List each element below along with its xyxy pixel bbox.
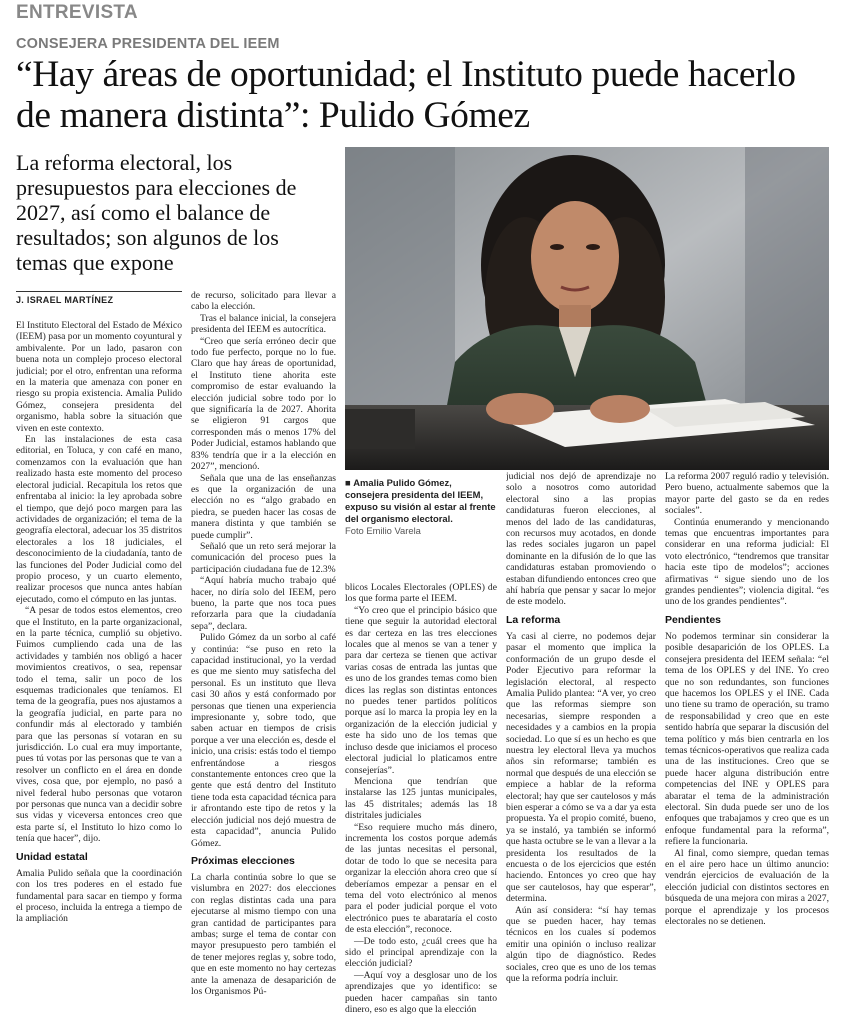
kicker: CONSEJERA PRESIDENTA DEL IEEM: [16, 36, 280, 52]
paragraph: Ya casi al cierre, no podemos dejar pasar el momento que implica la conformación de un grupo desde el Poder Ejecutivo para reformar la legislación electoral, al respecto Amalia Pulido plantea: “A ver, yo creo que las reformas siempre son necesarias, siempre responden a necesidades y a cambios en la propia sociedad. Lo que sí es un hecho es que nuestra ley electoral lleva ya muchos años sin reformarse; también es normal que después de una elección se empiece a hablar de la reforma electoral; hay que ser cautelosos y más bien esperar a cómo se va a dar ya esta propuesta. Ya el propio comité, bueno, ya se instaló, ya también se informó que hasta octubre se le van a llevar a la presidenta los resultados de la encuesta o de los ejercicios que estén haciendo. Entonces yo creo que hay que ser cautelosos, hay que esperar”, determina.: [506, 630, 656, 905]
article-column-1: [16, 320, 182, 1020]
paragraph: “Creo que sería erróneo decir que todo fue perfecto, porque no lo fue. Claro que hay áreas de oportunidad, el Instituto tiene ahorita este compromiso de estar evaluando la elección judicial sobre todo por lo que significaría la de 2027. Ahorita se eligieron 91 cargos que corresponden más o menos 17% del Poder Judicial, estamos hablando que 83% tendría que ir a la elección en 2027”, mencionó.: [191, 335, 336, 473]
caption-name: Amalia Pulido Gómez,: [353, 477, 452, 488]
paragraph: Aún así considera: “sí hay temas que se pueden hacer, hay temas técnicos en los cuales sí podemos emitir una opinión o incluso realizar algún tipo de diagnóstico. Redes sociales, creo que es uno de los temas que la reforma podría incluir.: [506, 904, 656, 985]
paragraph: “A pesar de todos estos elementos, creo que el Instituto, en la parte organizacional, en la parte técnica, cumplió su objetivo. Fuimos cumpliendo cada una de las actividades y también nos obligó a hacer movimientos creativos, o sea, repensar todo el tema, salir un poco de los esquemas tradicionales que teníamos. El tema de la geografía, pues nos ajustamos a la geografía judicial, en parte para no confundir más al electorado y también para que las personas sí votaran en su jurisdicción. Lo cual era muy importante, pues tú votas por las personas que te van a resolver un conflicto en el área en donde vives, cosa que, por ejemplo, no pasó a nivel federal hubo personas que votaron por personas que nunca van a decidir sobre sus vidas y viceversa entonces creo que esta parte sí, el Instituto lo hizo como lo tenía que hacer”, dijo.: [16, 605, 182, 845]
paragraph: Pulido Gómez da un sorbo al café y continúa: “se puso en reto la capacidad institucional, yo la verdad es que me siento muy satisfecha del personal. Es un instituto que lleva casi 30 años y está conformado por personas que tienen una experiencia impresionante y, sobre todo, que saben actuar en tiempos de crisis porque a ver una elección es, desde el inicio, una crisis: estás todo el tiempo enfrentándose a riesgos constantemente entonces creo que la gente que está dentro del Instituto tiene toda esta capacidad técnica para ir afrontando este tipo de retos y la elección judicial nos dejó muestra de esta capacidad”, anuncia Pulido Gómez.: [191, 632, 336, 849]
photo-credit: Foto Emilio Varela: [345, 525, 421, 536]
paragraph: No podemos terminar sin considerar la posible desaparición de los OPLES. La consejera presidenta del IEEM señala: “el tema de los OPLES y del INE. Yo creo que no son redundantes, son funciones que hacemos los OPLES y el INE. Cada uno tiene su tramo de operación, su tramo de responsabilidad y creo que en este sentido habría que separar la discusión del tema político y más bien centrarla en los temas técnicos-operativos que realiza cada una de las instituciones. Creo que se puede hacer alguna distribución entre competencias del INE y OPLES para abaratar el tema de la administración electoral. Sin duda puede ser uno de los enfoques que trabajamos y creo que es un enfoque fundamental para la reforma”, refiere la funcionaria.: [665, 630, 829, 848]
subhead-proximas-elecciones: Próximas elecciones: [191, 854, 295, 867]
section-label: ENTREVISTA: [16, 2, 138, 23]
subhead-unidad-estatal: Unidad estatal: [16, 850, 88, 863]
interview-photo: [345, 147, 829, 470]
paragraph: La charla continúa sobre lo que se vislumbra en 2027: dos elecciones con reglas distintas cada una para ejecutarse al mismo tiempo con una gran cantidad de participantes para ambas; surge el tema de contar con mayor presupuesto pero también el de tener mejores reglas y, sobre todo, que en este momento no hay certezas ante la amenaza de desaparición de los Organismos Pú-: [191, 871, 336, 997]
paragraph: —Aquí voy a desglosar uno de los aprendizajes que yo identifico: se pueden hacer campañas sin tanto dinero, eso es algo que la elección: [345, 969, 497, 1016]
paragraph: “Aquí habría mucho trabajo qué hacer, no diría solo del IEEM, pero bueno, la parte que nos toca pues reforzarla para que la ciudadanía sepa”, declara.: [191, 575, 336, 632]
paragraph: En las instalaciones de esta casa editorial, en Toluca, y con café en mano, comenzamos con la evaluación que han realizado hasta este momento del proceso electoral judicial. Recapitula los retos que enfrentaba al inicio: la ley aprobada sobre el tiempo, que dejó poco margen para las actividades de organización; el tema de la geografía electoral, adecuar los 35 distritos electorales a los 18 judiciales, el desconocimiento de la ciudadanía, tanto de las funciones del Poder Judicial como del propio proceso, y un cuarto elemento, realizar procesos que nunca antes habían ejecutado, como el cómputo en las juntas.: [16, 434, 182, 605]
paragraph: Menciona que tendrían que instalarse las 125 juntas municipales, las 45 distritales; además las 18 distritales judiciales: [345, 775, 497, 822]
paragraph: Al final, como siempre, quedan temas en el aire pero hace un último anuncio: vendrán ejercicios de evaluación de la elección judicial con distintos sectores en búsqueda de una mejora con miras a 2027, porque el aprendizaje y los procesos electorales no se detienen.: [665, 847, 829, 928]
deck: La reforma electoral, los presupuestos para elecciones de 2027, así como el balance de resultados; son algunos de los temas que expone: [16, 150, 297, 275]
headline: “Hay áreas de oportunidad; el Instituto puede hacerlo de manera distinta”: Pulido Gómez: [16, 54, 796, 136]
caption-marker: ■: [345, 477, 354, 488]
paragraph: Tras el balance inicial, la consejera presidenta del IEEM es autocrítica.: [191, 312, 336, 336]
photo-illustration: [345, 147, 829, 470]
subhead-pendientes: Pendientes: [665, 613, 722, 626]
caption-text: consejera presidenta del IEEM, expuso su visión al estar al frente del organismo electoral.: [345, 489, 496, 524]
article-column-5: [665, 471, 829, 1022]
article-column-3: [345, 582, 497, 1022]
paragraph: Señaló que un reto será mejorar la comunicación del proceso pues la participación ciudadana fue de 12.3%: [191, 540, 336, 575]
paragraph: de recurso, solicitado para llevar a cabo la elección.: [191, 290, 336, 313]
article-column-2: [191, 290, 336, 1020]
paragraph: Continúa enumerando y mencionando temas que encuentras importantes para considerar en una reforma judicial: El voto electrónico, “tendremos que transitar hacia este tipo de modelos”; acciones afirmativas “ sigue siendo uno de los grandes pendientes”; violencia digital. “es uno de los grandes pendientes”.: [665, 516, 829, 608]
paragraph: “Yo creo que el principio básico que tiene que seguir la autoridad electoral es dar certeza en las tres elecciones locales que al menos se van a tener y para dar certeza se tienen que activar varias cosas de entrada las juntas que es uno de los grandes temas como bien dices las reglas son distintas entonces no puedes tener partidos políticos porque así lo marca la propia ley en la organización de la elección judicial y este ha sido uno de los temas que incluso desde que iniciamos el proceso electoral judicial lo platicamos entre consejerías”.: [345, 604, 497, 776]
paragraph: “Eso requiere mucho más dinero, incrementa los costos porque además de las juntas necesitas el personal, dotar de todo lo que se necesita para organizar la elección ahora creo que sí deberíamos empezar a pensar en el tema del voto electrónico al menos para el poder judicial porque el voto electrónico pues te abarataría el costo de esta elección”, reconoce.: [345, 821, 497, 936]
paragraph: La reforma 2007 reguló radio y televisión. Pero bueno, actualmente sabemos que la mayor parte del gasto se da en redes sociales”.: [665, 471, 829, 517]
subhead-la-reforma: La reforma: [506, 613, 561, 626]
paragraph: —De todo esto, ¿cuál crees que ha sido el principal aprendizaje con la elección judicial?: [345, 935, 497, 970]
paragraph: Señala que una de las enseñanzas es que la organización de una elección no es “algo grabado en piedra, se pueden hacer las cosas de manera distinta y que también se puede cumplir”.: [191, 472, 336, 541]
article-column-4: [506, 471, 656, 1022]
paragraph: blicos Locales Electorales (OPLES) de los que forma parte el IEEM.: [345, 582, 497, 605]
paragraph: El Instituto Electoral del Estado de México (IEEM) pasa por un momento coyuntural y ambivalente. Por un lado, pasaron con buena nota un complejo proceso electoral judicial; por el otro, enfrentan una reforma en la materia que amenaza con poner en riesgo su propia existencia. Amalia Pulido Gómez, consejera presidenta del organismo, habla sobre la situación que viven en este contexto.: [16, 320, 182, 434]
paragraph: Amalia Pulido señala que la coordinación con los tres poderes en el estado fue fundamental para sacar en tiempo y forma el proceso, incluida la entrega a tiempo de la ampliación: [16, 867, 182, 925]
byline: J. ISRAEL MARTÍNEZ: [16, 291, 182, 305]
photo-caption: [345, 477, 497, 537]
paragraph: judicial nos dejó de aprendizaje no solo a nosotros como autoridad electoral sino a las propias candidaturas fueron elecciones, al menos del lado de las candidaturas, con recursos muy acotados, en donde las redes sociales jugaron un papel dominante en la difusión de lo que las candidaturas estaban promoviendo o estaban difundiendo entonces creo que ahí habría que pensar y sacar lo mejor de este modelo.: [506, 471, 656, 608]
